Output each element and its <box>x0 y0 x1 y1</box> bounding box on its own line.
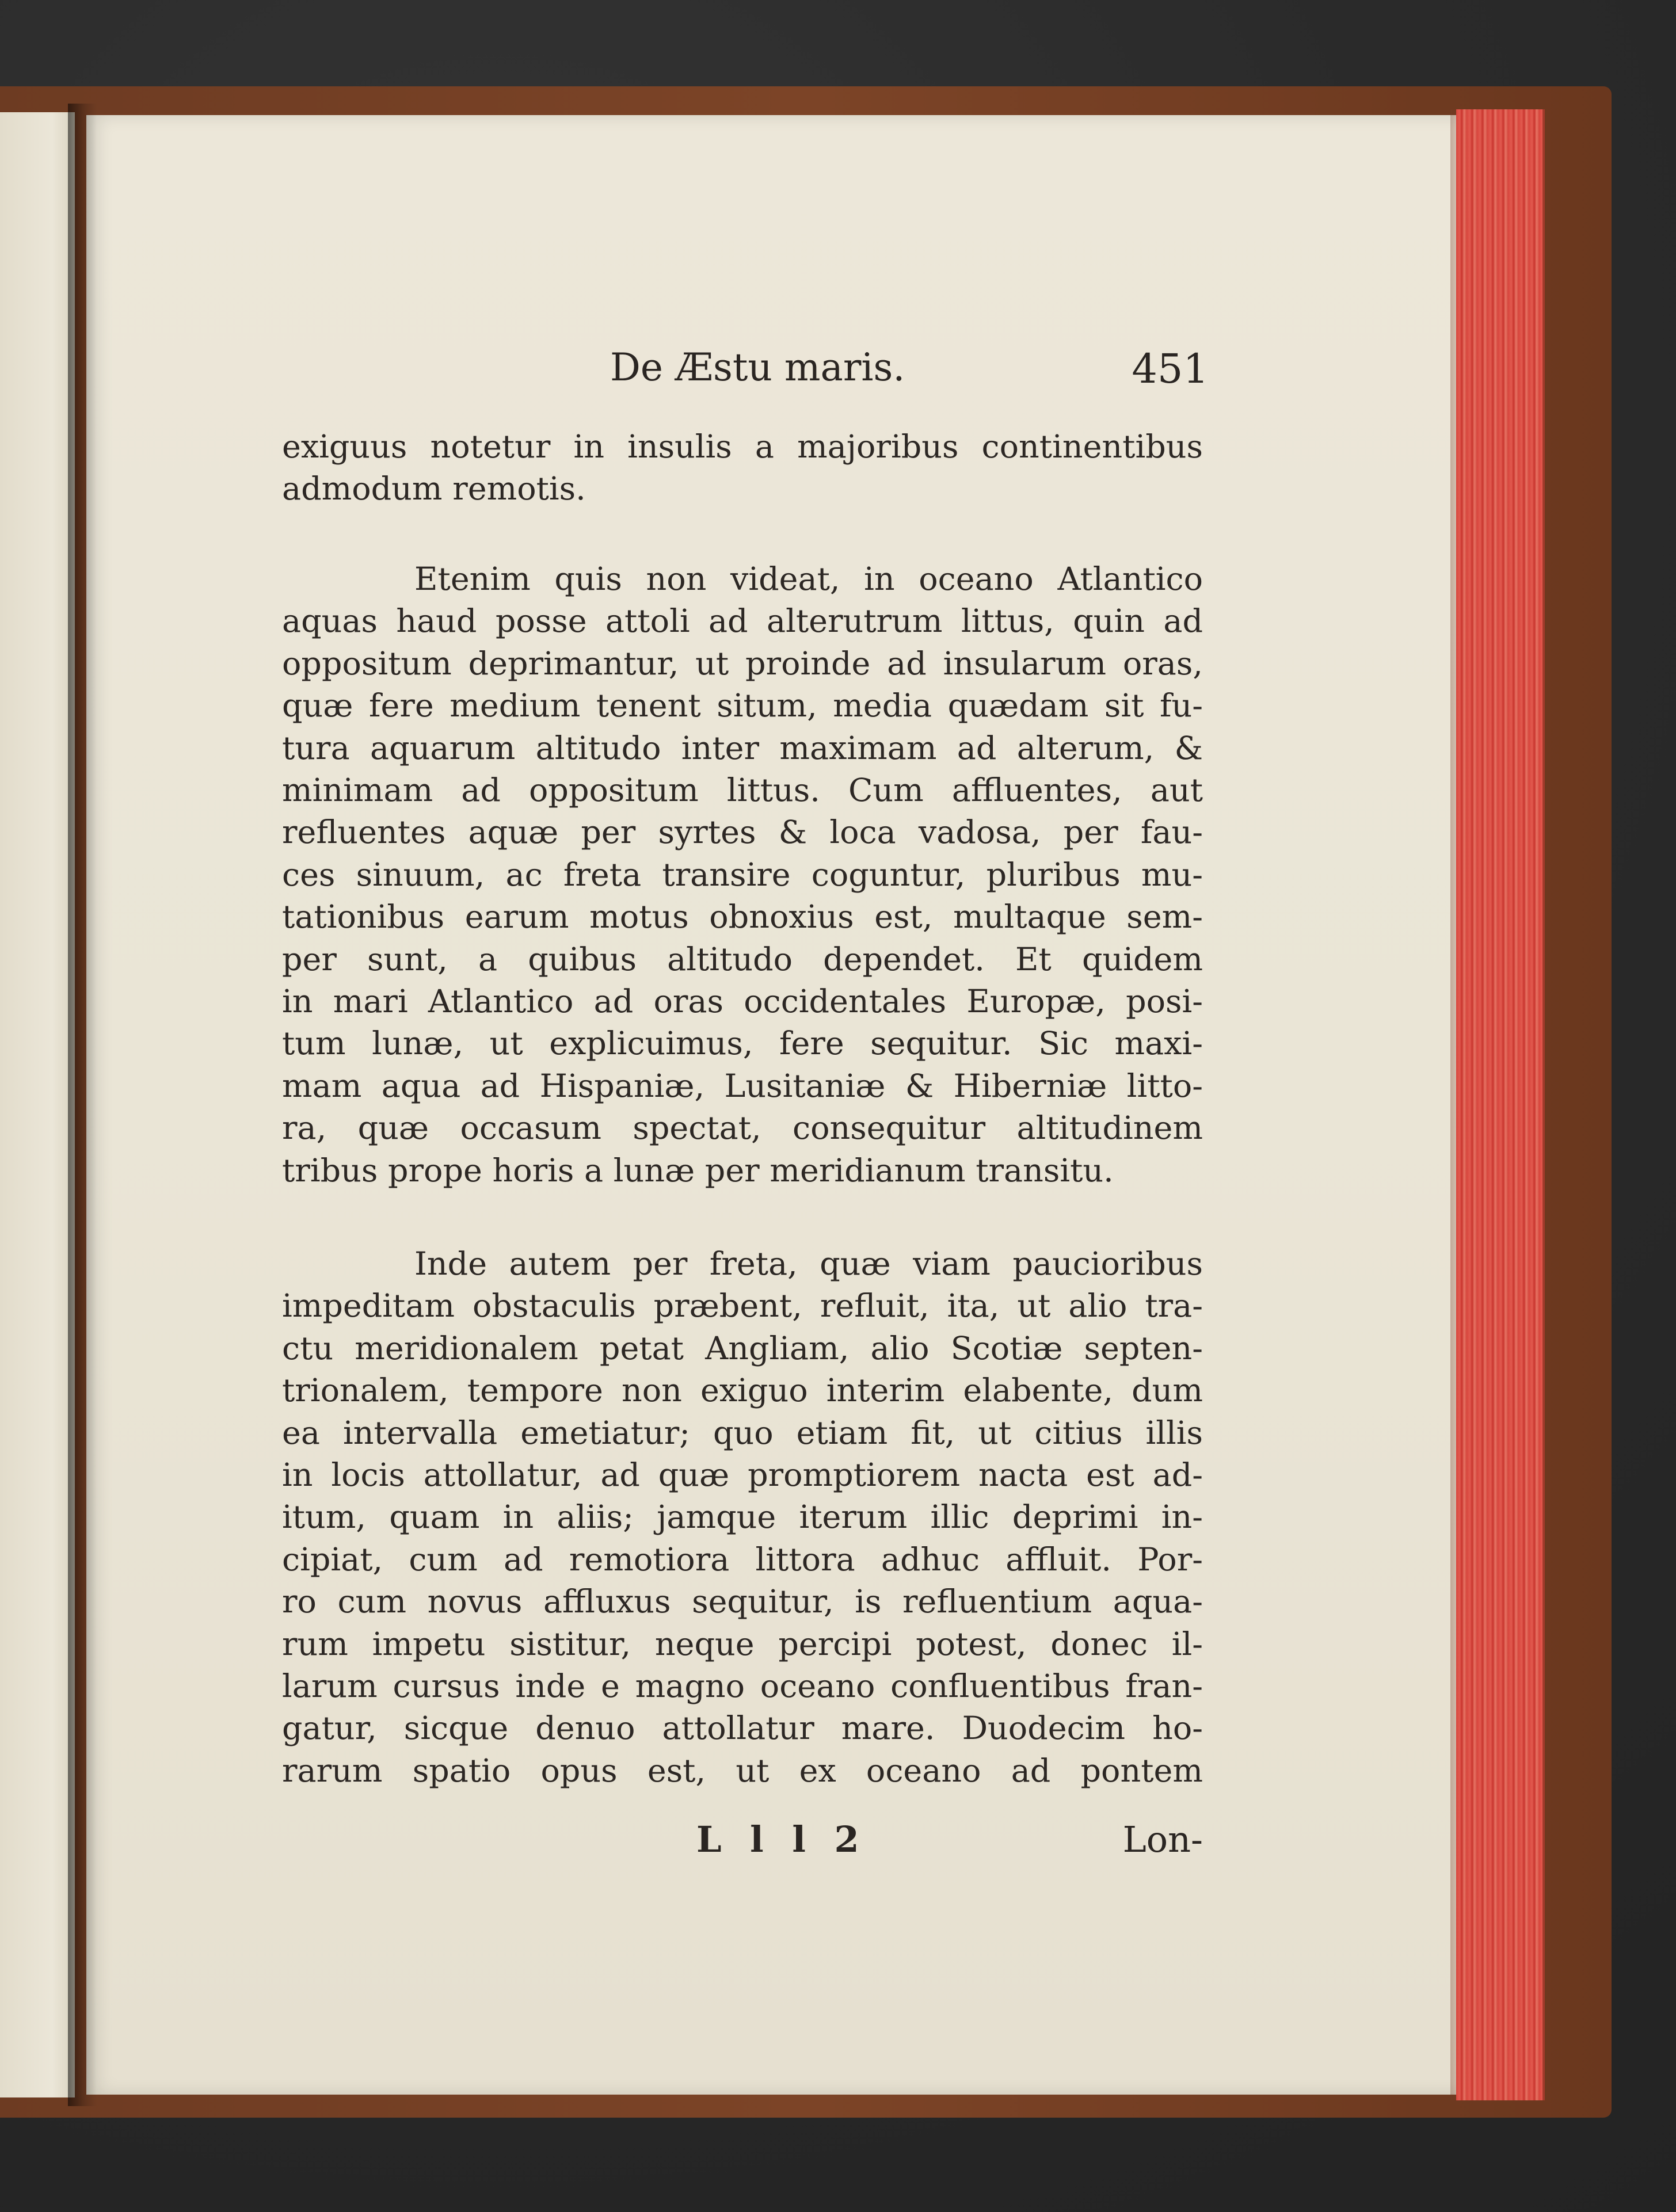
text-line: in locis attollatur, ad quæ promptiorem nacta est ad- <box>282 1456 1203 1494</box>
text-line: ro cum novus affluxus sequitur, is refluentium aqua- <box>282 1583 1203 1621</box>
text-line: per sunt, a quibus altitudo dependet. Et quidem <box>282 940 1203 978</box>
running-head <box>282 345 1209 397</box>
text-line: tribus prope horis a lunæ per meridianum transitu. <box>282 1151 1114 1189</box>
text-line: admodum remotis. <box>282 470 586 508</box>
text-line: ea intervalla emetiatur; quo etiam fit, ut citius illis <box>282 1414 1203 1452</box>
text-line: minimam ad oppositum littus. Cum affluentes, aut <box>282 772 1203 810</box>
text-line: cipiat, cum ad remotiora littora adhuc affluit. Por- <box>282 1540 1203 1578</box>
text-line: trionalem, tempore non exiguo interim elabente, dum <box>282 1372 1203 1410</box>
text-line: ces sinuum, ac freta transire coguntur, pluribus mu- <box>282 856 1203 894</box>
gutter-shadow <box>68 104 97 2106</box>
text-line: refluentes aquæ per syrtes & loca vadosa, per fau- <box>282 814 1203 852</box>
text-line: rarum spatio opus est, ut ex oceano ad pontem <box>282 1752 1203 1790</box>
text-line: in mari Atlantico ad oras occidentales Europæ, posi- <box>282 983 1203 1021</box>
page-number: 451 <box>1132 345 1209 392</box>
signature-mark: L l l 2 <box>696 1818 867 1860</box>
paragraph-1 <box>282 426 1203 510</box>
red-sprinkled-page-edges <box>1456 109 1545 2100</box>
running-title: De Æstu maris. <box>610 345 905 390</box>
text-line: quæ fere medium tenent situm, media quædam sit fu- <box>282 687 1203 725</box>
text-line: tura aquarum altitudo inter maximam ad alterum, & <box>282 729 1203 767</box>
text-line: tationibus earum motus obnoxius est, multaque sem- <box>282 898 1203 936</box>
text-line: impeditam obstaculis præbent, refluit, ita, ut alio tra- <box>282 1287 1203 1325</box>
catchword: Lon- <box>1122 1818 1203 1860</box>
text-line: tum lunæ, ut explicuimus, fere sequitur. Sic maxi- <box>282 1025 1203 1063</box>
text-line: gatur, sicque denuo attollatur mare. Duodecim ho- <box>282 1710 1203 1748</box>
text-line: mam aqua ad Hispaniæ, Lusitaniæ & Hiberniæ litto- <box>282 1067 1203 1105</box>
text-line: ra, quæ occasum spectat, consequitur altitudinem <box>282 1109 1203 1147</box>
text-line: oppositum deprimantur, ut proinde ad insularum oras, <box>282 644 1203 682</box>
text-line: rum impetu sistitur, neque percipi potest, donec il- <box>282 1625 1203 1663</box>
text-line: ctu meridionalem petat Angliam, alio Scotiæ septen- <box>282 1329 1203 1367</box>
text-line: Inde autem per freta, quæ viam paucioribus <box>414 1245 1203 1283</box>
text-line: itum, quam in aliis; jamque iterum illic deprimi in- <box>282 1498 1203 1536</box>
page-footer <box>282 1818 1203 1864</box>
facing-page-edge <box>0 112 75 2097</box>
paragraph-2 <box>282 558 1203 1192</box>
text-line: Etenim quis non videat, in oceano Atlantico <box>414 560 1203 598</box>
text-line: larum cursus inde e magno oceano confluentibus fran- <box>282 1668 1203 1706</box>
paragraph-3 <box>282 1243 1203 1792</box>
text-line: aquas haud posse attoli ad alterutrum littus, quin ad <box>282 602 1203 640</box>
text-line: exiguus notetur in insulis a majoribus continentibus <box>282 428 1203 466</box>
